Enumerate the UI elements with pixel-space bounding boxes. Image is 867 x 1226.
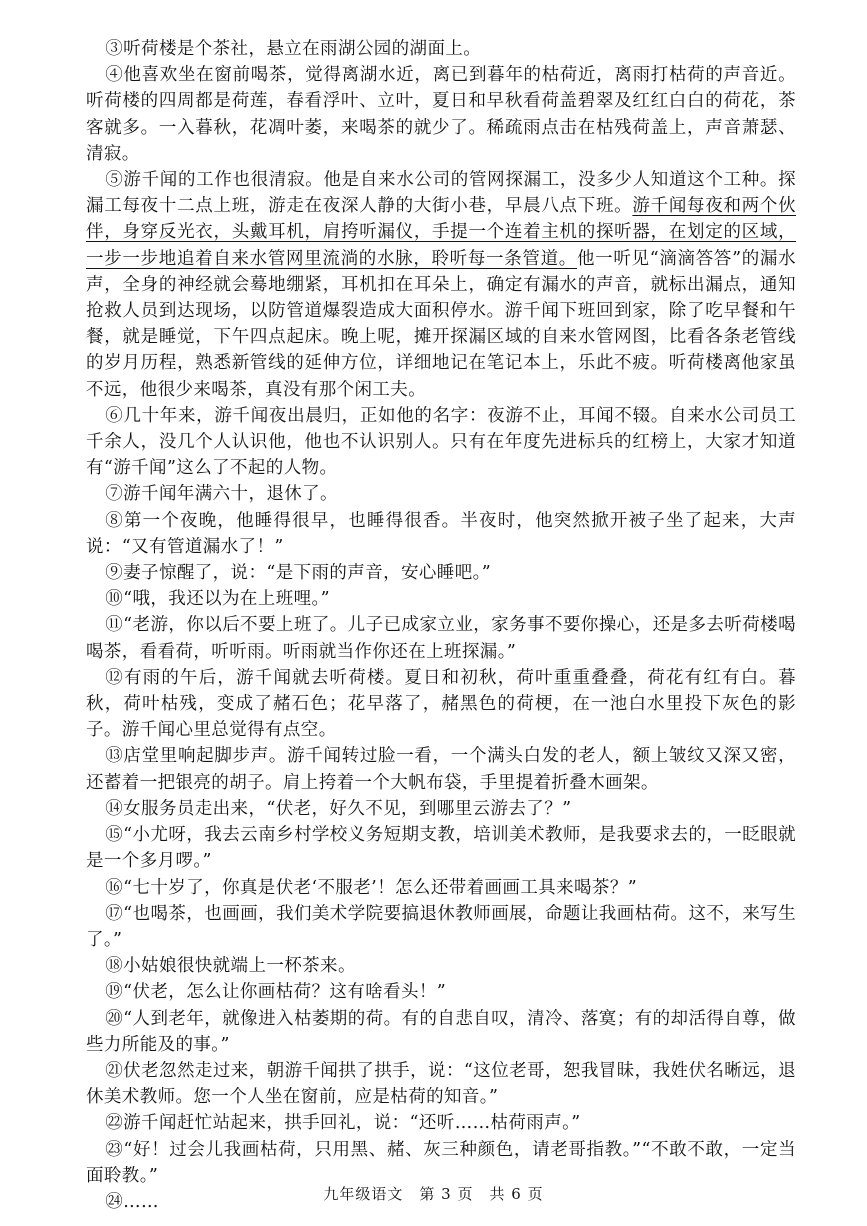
paragraph-7: ⑦游千闻年满六十，退休了。 [105, 484, 338, 505]
paragraph-9: ⑨妻子惊醒了，说：“是下雨的声音，安心睡吧。” [105, 563, 492, 584]
paragraph-10: ⑩“哦，我还以为在上班哩。” [105, 589, 330, 610]
paragraph-5-intro: ⑤游千闻的工作也很清寂。他是自来水公司的管网探漏工，没多少人知道这个工种。探漏工每夜十二点上班，游走在夜深人静的大街小巷，早晨八点下班。 [86, 170, 796, 217]
paragraph-21: ㉑伏老忽然走过来，朝游千闻拱了拱手，说：“这位老哥，恕我冒昧，我姓伏名晰远，退休美术教师。您一个人坐在窗前，应是枯荷的知音。” [86, 1060, 796, 1108]
underlined-sentence: 游千闻每夜和两个伙伴，身穿反光衣，头戴耳机，肩挎听漏仪，手提一个连着主机的探听器，在划定的区域，一步一步地追着自来水管网里流淌的水脉，聆听每一条管道。 [86, 196, 796, 269]
paragraph-16: ⑯“七十岁了，你真是伏老‘不服老’！怎么还带着画画工具来喝茶？” [105, 877, 638, 898]
paragraph-17: ⑰“也喝茶，也画画，我们美术学院要搞退休教师画展，命题让我画枯荷。这不，来写生了。” [86, 903, 796, 950]
paragraph-22: ㉒游千闻赶忙站起来，拱手回礼，说：“还听……枯荷雨声。” [105, 1113, 581, 1134]
paragraph-14: ⑭女服务员走出来，“伏老，好久不见，到哪里云游去了？” [105, 798, 572, 819]
paragraph-24: ㉔…… [105, 1191, 159, 1212]
paragraph-19: ⑲“伏老，怎么让你画枯荷？这有啥看头！” [105, 982, 447, 1003]
paragraph-13: ⑬店堂里响起脚步声。游千闻转过脸一看，一个满头白发的老人，额上皱纹又深又密，还蓄着一把银亮的胡子。肩上挎着一个大帆布袋，手里提着折叠木画架。 [86, 746, 796, 793]
paragraph-5-rest: 他一听见“滴滴答答”的漏水声，全身的神经就会蓦地绷紧，耳机扣在耳朵上，确定有漏水的声音，就标出漏点，通知抢救人员到达现场，以防管道爆裂造成大面积停水。游千闻下班回到家，除了吃早餐和午餐，就是睡觉，下午四点起床。晚上呢，摊开探漏区域的自来水管网图，比看各条老管线的岁月历程，熟悉新管线的延伸方位，详细地记在笔记本上，乐此不疲。听荷楼离他家虽不远，他很少来喝茶，真没有那个闲工夫。 [86, 248, 796, 400]
paragraph-3: ③听荷楼是个茶社，悬立在雨湖公园的湖面上。 [105, 39, 482, 59]
paragraph-20: ⑳“人到老年，就像进入枯萎期的荷。有的自悲自叹，清冷、落寞；有的却活得自尊，做些力所能及的事。” [86, 1008, 796, 1055]
paragraph-15: ⑮“小尤呀，我去云南乡村学校义务短期支教，培训美术教师，是我要求去的，一眨眼就是一个多月啰。” [86, 825, 796, 872]
paragraph-4: ④他喜欢坐在窗前喝茶，觉得离湖水近，离已到暮年的枯荷近，离雨打枯荷的声音近。听荷楼的四周都是荷莲，春看浮叶、立叶，夏日和早秋看荷盖碧翠及红红白白的荷花，茶客就多。一入暮秋，花凋叶萎，来喝茶的就少了。稀疏雨点击在枯残荷盖上，声音萧瑟、清寂。 [86, 65, 796, 164]
paragraph-23: ㉓“好！过会儿我画枯荷，只用黑、赭、灰三种颜色，请老哥指教。”“不敢不敢，一定当面聆教。” [86, 1139, 796, 1186]
paragraph-5 [86, 167, 796, 403]
paragraph-6: ⑥几十年来，游千闻夜出晨归，正如他的名字：夜游不止，耳闻不辍。自来水公司员工千余人，没几个人认识他，他也不认识别人。只有在年度先进标兵的红榜上，大家才知道有“游千闻”这么了不起的人物。 [86, 405, 796, 479]
paragraph-8: ⑧第一个夜晚，他睡得很早，也睡得很香。半夜时，他突然掀开被子坐了起来，大声说：“又有管道漏水了！” [86, 510, 796, 557]
paragraph-12: ⑫有雨的午后，游千闻就去听荷楼。夏日和初秋，荷叶重重叠叠，荷花有红有白。暮秋，荷叶枯残，变成了赭石色；花早落了，赭黑色的荷梗，在一池白水里投下灰色的影子。游千闻心里总觉得有点空。 [86, 667, 796, 741]
page-footer: 九年级语文 第 3 页 共 6 页 [323, 1185, 544, 1203]
paragraph-18: ⑱小姑娘很快就端上一杯茶来。 [105, 956, 356, 977]
paragraph-11: ⑪“老游，你以后不要上班了。儿子已成家立业，家务事不要你操心，还是多去听荷楼喝喝茶，看看荷，听听雨。听雨就当作你还在上班探漏。” [86, 615, 796, 662]
article-body [86, 36, 796, 1215]
